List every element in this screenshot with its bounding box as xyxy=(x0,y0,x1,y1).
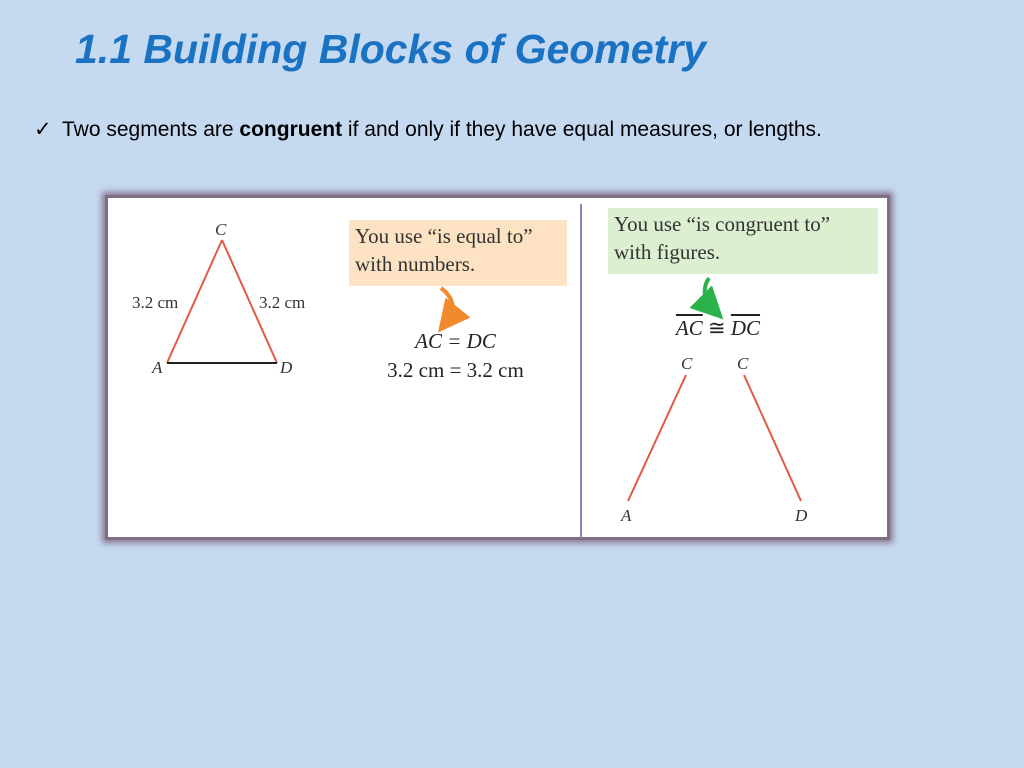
green-arrow-icon xyxy=(705,278,712,308)
congruent-to-note xyxy=(608,208,878,274)
slide-title: 1.1 Building Blocks of Geometry xyxy=(75,26,707,72)
equal-note-line-1: You use “is equal to” xyxy=(355,224,533,248)
textbook-figure xyxy=(105,195,890,540)
equal-to-note xyxy=(349,220,567,286)
equation-ac-dc: AC = DC xyxy=(415,329,496,353)
congruence-statement xyxy=(653,316,783,341)
vertex-d-label: D xyxy=(280,358,293,377)
segment-ac xyxy=(628,375,686,501)
vertex-a-label: A xyxy=(152,358,163,377)
checkmark-icon: ✓ xyxy=(34,118,52,141)
segment-right-c-label: C xyxy=(737,354,749,373)
segment-right-d-label: D xyxy=(795,506,808,525)
bullet-text-bold: congruent xyxy=(239,118,343,141)
congruent-symbol: ≅ xyxy=(708,316,726,340)
bullet-text-pre: Two segments are xyxy=(62,118,240,141)
orange-arrow-icon xyxy=(441,288,453,320)
equation-lengths: 3.2 cm = 3.2 cm xyxy=(387,358,524,382)
equal-note-line-2: with numbers. xyxy=(355,252,476,276)
left-side-length: 3.2 cm xyxy=(132,293,179,312)
definition-bullet xyxy=(34,117,822,142)
segment-left-a-label: A xyxy=(621,506,632,525)
right-side-length: 3.2 cm xyxy=(259,293,306,312)
congruent-note-line-2: with figures. xyxy=(614,240,721,264)
panel-divider xyxy=(580,204,582,538)
segment-left-c-label: C xyxy=(681,354,693,373)
congruent-note-line-1: You use “is congruent to” xyxy=(614,212,831,236)
vertex-c-label: C xyxy=(215,220,227,239)
bullet-text-post: if and only if they have equal measures, or lengths. xyxy=(342,118,822,141)
segment-ac-notation: $\overline{AC}$ xyxy=(675,316,703,340)
segment-dc xyxy=(744,375,801,501)
segment-dc-notation: $\overline{DC}$ xyxy=(730,316,761,340)
